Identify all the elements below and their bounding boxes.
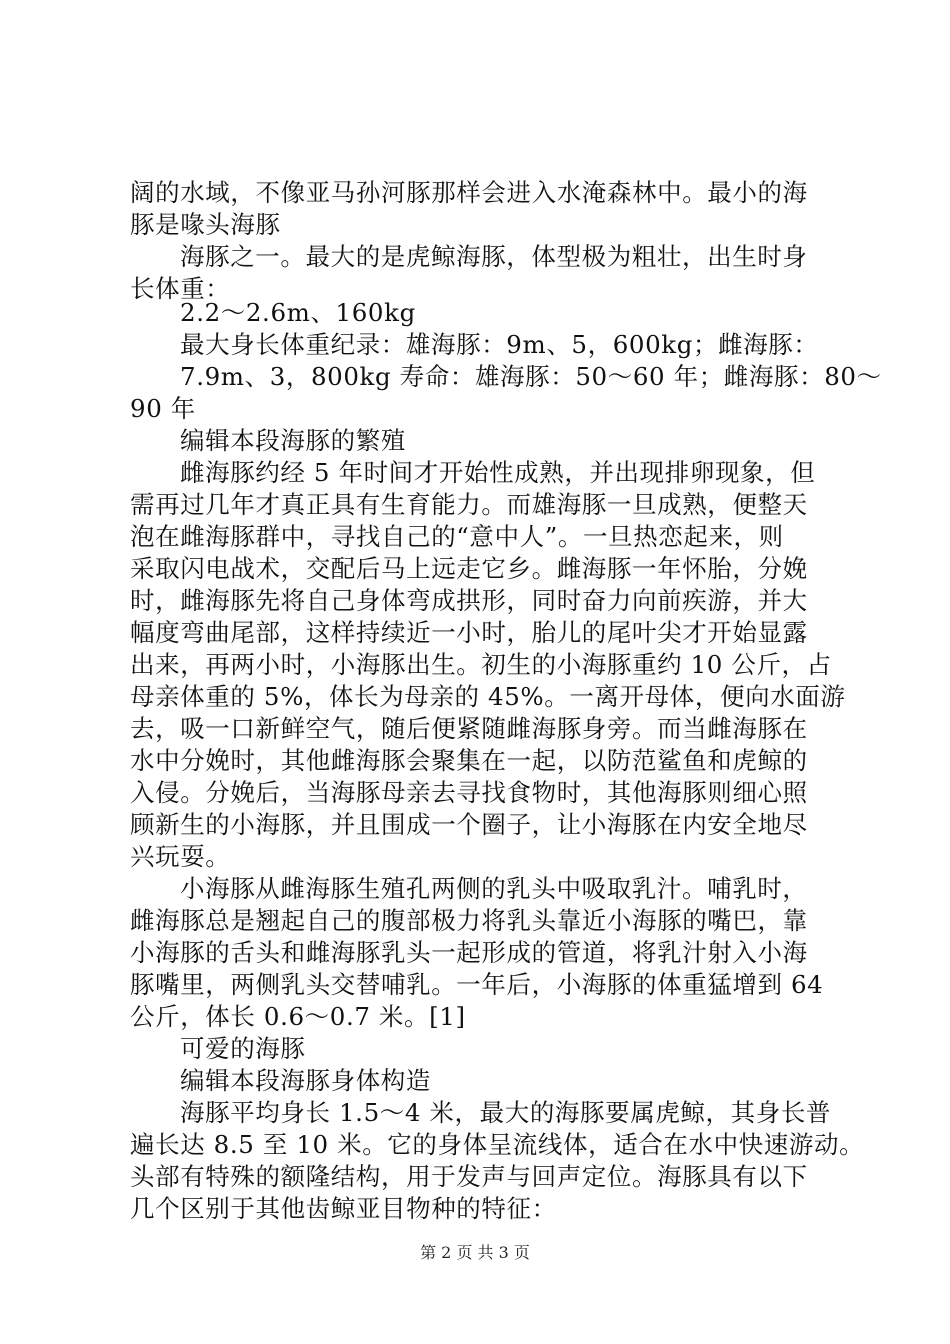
text-line: 需再过几年才真正具有生育能力。而雄海豚一旦成熟，便整天: [130, 490, 808, 519]
text-line: 雌海豚总是翘起自己的腹部极力将乳头靠近小海豚的嘴巴，靠: [130, 906, 808, 935]
text-line: 出来，再两小时，小海豚出生。初生的小海豚重约 10 公斤，占: [130, 650, 832, 679]
text-line: 顾新生的小海豚，并且围成一个圈子，让小海豚在内安全地尽: [130, 810, 808, 839]
section-heading: 编辑本段海豚的繁殖: [180, 426, 406, 455]
text-line: 海豚平均身长 1.5～4 米，最大的海豚要属虎鲸，其身长普: [180, 1098, 832, 1127]
section-heading: 编辑本段海豚身体构造: [180, 1066, 431, 1095]
text-line: 遍长达 8.5 至 10 米。它的身体呈流线体，适合在水中快速游动。: [130, 1130, 865, 1159]
text-line: 最大身长体重纪录：雄海豚：9m、5，600kg；雌海豚：: [180, 330, 819, 359]
text-line: 水中分娩时，其他雌海豚会聚集在一起，以防范鲨鱼和虎鲸的: [130, 746, 808, 775]
text-line: 90 年: [130, 394, 196, 423]
text-line: 时，雌海豚先将自己身体弯成拱形，同时奋力向前疾游，并大: [130, 586, 808, 615]
page-number-footer: 第 2 页 共 3 页: [420, 1243, 530, 1262]
text-line: 泡在雌海豚群中，寻找自己的“意中人”。一旦热恋起来，则: [130, 522, 784, 551]
text-line: 豚嘴里，两侧乳头交替哺乳。一年后，小海豚的体重猛增到 64: [130, 970, 824, 999]
text-line: 小海豚从雌海豚生殖孔两侧的乳头中吸取乳汁。哺乳时，: [180, 874, 808, 903]
text-line: 母亲体重的 5%，体长为母亲的 45%。一离开母体，便向水面游: [130, 682, 846, 711]
text-line: 幅度弯曲尾部，这样持续近一小时，胎儿的尾叶尖才开始显露: [130, 618, 808, 647]
text-line: 几个区别于其他齿鲸亚目物种的特征：: [130, 1194, 557, 1223]
text-line: 雌海豚约经 5 年时间才开始性成熟，并出现排卵现象，但: [180, 458, 816, 487]
image-caption: 可爱的海豚: [180, 1034, 306, 1063]
text-line: 入侵。分娩后，当海豚母亲去寻找食物时，其他海豚则细心照: [130, 778, 808, 807]
text-line: 兴玩耍。: [130, 842, 231, 871]
text-line: 头部有特殊的额隆结构，用于发声与回声定位。海豚具有以下: [130, 1162, 808, 1191]
text-line: 7.9m、3，800kg 寿命：雄海豚：50～60 年；雌海豚：80～: [180, 362, 882, 391]
text-line: 2.2～2.6m、160kg: [180, 298, 416, 327]
text-line: 海豚之一。最大的是虎鲸海豚，体型极为粗壮，出生时身: [180, 242, 808, 271]
text-line: 采取闪电战术，交配后马上远走它乡。雌海豚一年怀胎，分娩: [130, 554, 808, 583]
text-line: 阔的水域，不像亚马孙河豚那样会进入水淹森林中。最小的海: [130, 178, 808, 207]
text-line: 豚是喙头海豚: [130, 210, 281, 239]
text-line: 去，吸一口新鲜空气，随后便紧随雌海豚身旁。而当雌海豚在: [130, 714, 808, 743]
text-line: 长体重：: [130, 274, 231, 303]
text-line: 小海豚的舌头和雌海豚乳头一起形成的管道，将乳汁射入小海: [130, 938, 808, 967]
text-line: 公斤，体长 0.6～0.7 米。[1]: [130, 1002, 466, 1031]
